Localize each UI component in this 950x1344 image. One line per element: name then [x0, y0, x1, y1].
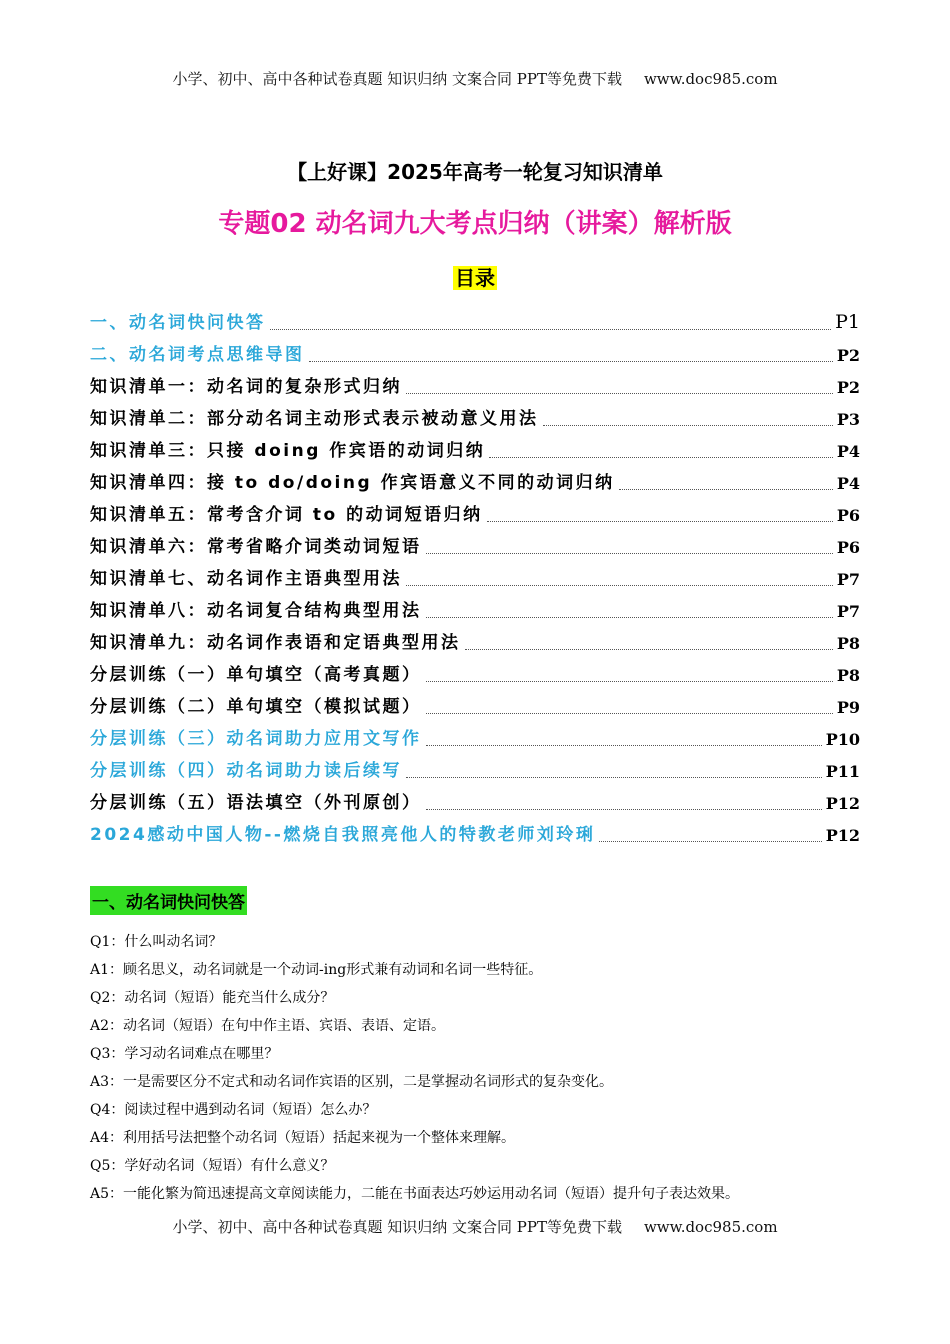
toc-entry[interactable]: [90, 464, 860, 496]
toc-entry-title: 知识清单七、动名词作主语典型用法: [90, 569, 402, 589]
footer-text: 小学、初中、高中各种试卷真题 知识归纳 文案合同 PPT等免费下载: [172, 1218, 622, 1236]
page-footer: [0, 1216, 950, 1237]
toc-entry-title: 知识清单四：接 to do/doing 作宾语意义不同的动词归纳: [90, 473, 615, 493]
toc-leader-dots: [406, 584, 833, 586]
toc-entry[interactable]: [90, 336, 860, 368]
toc-leader-dots: [543, 424, 833, 426]
toc-entry-title: 二、动名词考点思维导图: [90, 345, 305, 365]
toc-entry[interactable]: [90, 496, 860, 528]
toc-entry-title: 知识清单六：常考省略介词类动词短语: [90, 537, 422, 557]
toc-entry[interactable]: [90, 368, 860, 400]
toc-entry-page: P2: [836, 346, 860, 365]
toc-entry-page: P7: [836, 570, 860, 589]
toc-leader-dots: [426, 616, 833, 618]
toc-leader-dots: [426, 744, 822, 746]
toc-entry[interactable]: [90, 560, 860, 592]
toc-entry-page: P12: [825, 826, 860, 845]
toc-entry[interactable]: [90, 304, 860, 336]
toc-leader-dots: [426, 808, 822, 810]
toc-entry-page: P3: [836, 410, 860, 429]
toc-entry-page: P2: [836, 378, 860, 397]
header-url[interactable]: www.doc985.com: [643, 70, 778, 88]
toc-leader-dots: [426, 552, 833, 554]
toc-entry-title: 分层训练（五）语法填空（外刊原创）: [90, 793, 422, 813]
document-title: 专题02 动名词九大考点归纳（讲案）解析版: [218, 209, 732, 239]
toc-leader-dots: [406, 776, 822, 778]
answer-line: A3：一是需要区分不定式和动名词作宾语的区别，二是掌握动名词形式的复杂变化。: [90, 1074, 614, 1090]
question-line: Q1：什么叫动名词？: [90, 934, 223, 950]
toc-entry-title: 分层训练（三）动名词助力应用文写作: [90, 729, 422, 749]
toc-leader-dots: [619, 488, 833, 490]
toc-entry-title: 知识清单五：常考含介词 to 的动词短语归纳: [90, 505, 483, 525]
question-line: Q4：阅读过程中遇到动名词（短语）怎么办？: [90, 1102, 377, 1118]
answer-line: A5：一能化繁为简迅速提高文章阅读能力，二能在书面表达巧妙运用动名词（短语）提升句子表达效果。: [90, 1186, 740, 1202]
toc-entry-title: 知识清单二：部分动名词主动形式表示被动意义用法: [90, 409, 539, 429]
toc-entry-page: P9: [836, 698, 860, 717]
question-line: Q3：学习动名词难点在哪里？: [90, 1046, 279, 1062]
toc-entry-page: P6: [836, 538, 860, 557]
toc-leader-dots: [487, 520, 833, 522]
toc-entry-title: 知识清单九：动名词作表语和定语典型用法: [90, 633, 461, 653]
toc-entry[interactable]: [90, 816, 860, 848]
toc-entry[interactable]: [90, 432, 860, 464]
question-line: Q2：动名词（短语）能充当什么成分？: [90, 990, 335, 1006]
toc-leader-dots: [426, 680, 833, 682]
toc-entry[interactable]: [90, 592, 860, 624]
toc-entry[interactable]: [90, 400, 860, 432]
toc-entry-title: 知识清单一：动名词的复杂形式归纳: [90, 377, 402, 397]
document-subtitle: 【上好课】2025年高考一轮复习知识清单: [287, 160, 663, 184]
toc-heading-label: 目录: [455, 266, 495, 290]
toc-entry-title: 一、动名词快问快答: [90, 313, 266, 333]
header-text: 小学、初中、高中各种试卷真题 知识归纳 文案合同 PPT等免费下载: [172, 70, 622, 88]
toc-entry-page: P4: [836, 442, 860, 461]
toc-heading: [0, 262, 950, 291]
toc-entry[interactable]: [90, 688, 860, 720]
toc-entry-title: 分层训练（四）动名词助力读后续写: [90, 761, 402, 781]
toc-entry-page: P6: [836, 506, 860, 525]
toc-leader-dots: [489, 456, 833, 458]
section-heading: 一、动名词快问快答: [90, 886, 247, 915]
answer-line: A2：动名词（短语）在句中作主语、宾语、表语、定语。: [90, 1018, 446, 1034]
toc-leader-dots: [406, 392, 833, 394]
toc-entry-page: P11: [825, 762, 860, 781]
page-header: [0, 68, 950, 89]
toc-entry-page: P10: [825, 730, 860, 749]
toc-entry-page: P12: [825, 794, 860, 813]
toc-entry[interactable]: [90, 528, 860, 560]
toc-leader-dots: [599, 840, 821, 842]
table-of-contents: [90, 304, 860, 848]
toc-entry[interactable]: [90, 720, 860, 752]
toc-leader-dots: [270, 328, 832, 330]
toc-entry[interactable]: [90, 784, 860, 816]
answer-line: A1：顾名思义，动名词就是一个动词-ing形式兼有动词和名词一些特征。: [90, 962, 543, 978]
qa-section: [90, 928, 865, 1208]
answer-line: A4：利用括号法把整个动名词（短语）括起来视为一个整体来理解。: [90, 1130, 516, 1146]
toc-leader-dots: [465, 648, 833, 650]
toc-entry-title: 知识清单三：只接 doing 作宾语的动词归纳: [90, 441, 486, 461]
toc-entry-title: 分层训练（一）单句填空（高考真题）: [90, 665, 422, 685]
footer-url[interactable]: www.doc985.com: [643, 1218, 778, 1236]
toc-entry[interactable]: [90, 752, 860, 784]
toc-entry-page: P4: [836, 474, 860, 493]
toc-entry[interactable]: [90, 656, 860, 688]
toc-leader-dots: [309, 360, 833, 362]
toc-entry-title: 知识清单八：动名词复合结构典型用法: [90, 601, 422, 621]
toc-entry-title: 2024感动中国人物--燃烧自我照亮他人的特教老师刘玲琍: [90, 825, 596, 845]
toc-entry[interactable]: [90, 624, 860, 656]
toc-entry-page: P1: [835, 311, 860, 333]
toc-entry-page: P8: [836, 666, 860, 685]
toc-entry-page: P7: [836, 602, 860, 621]
toc-entry-title: 分层训练（二）单句填空（模拟试题）: [90, 697, 422, 717]
toc-leader-dots: [426, 712, 833, 714]
question-line: Q5：学好动名词（短语）有什么意义？: [90, 1158, 335, 1174]
toc-entry-page: P8: [836, 634, 860, 653]
